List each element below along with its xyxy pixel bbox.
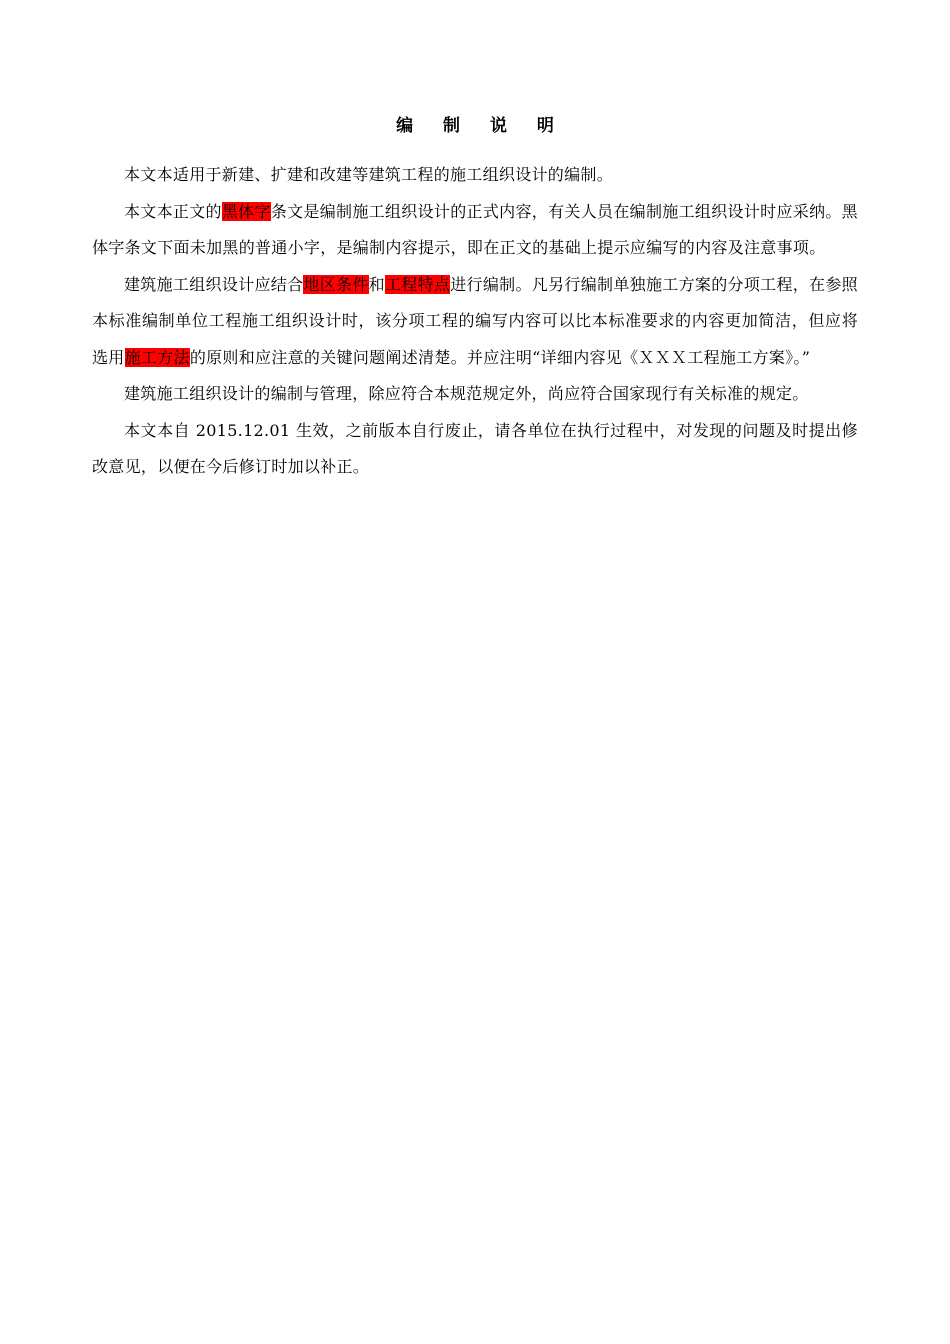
paragraph-text: 本文本适用于新建、扩建和改建等建筑工程的施工组织设计的编制。	[124, 165, 614, 184]
paragraph-text: 条文是编制施工组织设计的正式内容，有关人员在编制施工组织设计时应采纳。黑体字条文下面未加黑的普通小字，是编制内容提示，即在正文的基础上提示应编写的内容及注意事项。	[92, 201, 858, 257]
paragraph-text: 建筑施工组织设计应结合	[124, 274, 304, 294]
highlighted-text: 施工方法	[124, 347, 190, 367]
paragraph-text: 进行编制。凡另行编制单独施工方案的分项工程，在参照本标准编制单位工程施工组织设计时，该分项工程的编写内容可以比本标准要求的内容更加简洁，但应将选用	[92, 274, 858, 367]
paragraph	[92, 267, 858, 377]
highlighted-text: 工程特点	[384, 274, 451, 294]
paragraph-text: 和	[368, 274, 385, 294]
document-title: 编 制 说 明	[396, 116, 566, 136]
paragraph-text: 本文本正文的	[124, 201, 222, 221]
document-page	[92, 112, 858, 486]
paragraph	[92, 376, 858, 413]
paragraph-text: 的原则和应注意的关键问题阐述清楚。并应注明“详细内容见《ＸＸＸ工程施工方案》。”	[189, 347, 811, 367]
paragraph	[92, 194, 858, 267]
paragraph-text: 建筑施工组织设计的编制与管理，除应符合本规范规定外，尚应符合国家现行有关标准的规定。	[124, 384, 809, 403]
highlighted-text: 地区条件	[303, 274, 369, 294]
paragraph-text: 本文本自 2015.12.01 生效，之前版本自行废止，请各单位在执行过程中，对发现的问题及时提出修改意见，以便在今后修订时加以补正。	[92, 420, 858, 476]
highlighted-text: 黑体字	[221, 201, 271, 221]
document-body	[92, 157, 858, 486]
paragraph	[92, 413, 858, 486]
paragraph	[92, 157, 858, 194]
